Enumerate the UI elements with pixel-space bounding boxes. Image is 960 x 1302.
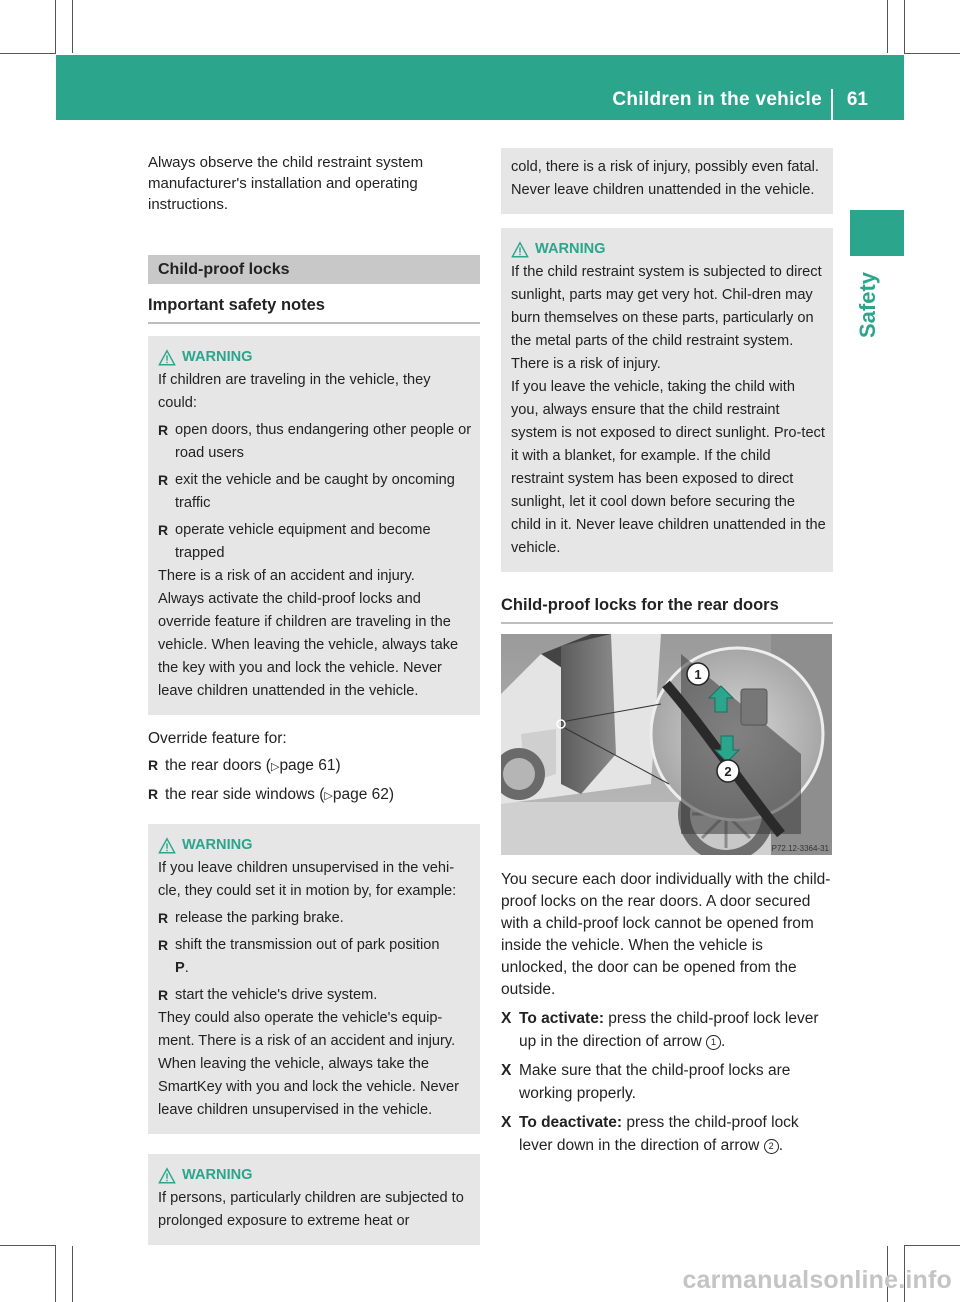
list-item	[158, 907, 473, 930]
door-lock-photo	[501, 634, 832, 855]
left-column	[148, 152, 480, 1245]
warning-text: When leaving the vehicle, always take the SmartKey with you and lock the vehicle. Never leave children unsupervised in the vehicle.	[158, 1056, 459, 1118]
bullet-icon: R	[158, 937, 169, 953]
step-text: Make sure that the child-proof locks are working properly.	[519, 1062, 791, 1102]
bullet-icon: R	[148, 786, 159, 802]
step-text: press the child-proof lock lever down in the direction of arrow	[519, 1114, 799, 1154]
chapter-tab	[850, 210, 904, 348]
warning-text: Always activate the child-proof locks and override feature if children are traveling in the vehicle. When leaving the vehicle, always take the key with you and lock the vehicle. Never leave children unattended in the vehicle.	[158, 591, 459, 699]
step-marker-icon: X	[501, 1114, 512, 1131]
warning-label: WARNING	[182, 1167, 253, 1183]
crop-mark	[72, 1246, 73, 1302]
instruction-step	[501, 1111, 833, 1157]
warning-text: cold, there is a risk of injury, possibly even fatal. Never leave children unattended in the vehicle.	[511, 159, 819, 198]
intro-text: Always observe the child restraint system manufacturer's installation and operating instructions.	[148, 154, 424, 213]
page-number: 61	[846, 89, 868, 110]
bullet-icon: R	[158, 472, 169, 488]
subheading: Child-proof locks for the rear doors	[501, 594, 833, 624]
warning-text: There is a risk of an accident and injury.	[158, 568, 415, 584]
image-code: P72.12-3364-31	[771, 844, 829, 853]
list-item	[158, 519, 473, 565]
crop-mark	[887, 0, 888, 53]
crop-mark	[904, 0, 905, 53]
list-item	[158, 984, 473, 1007]
header-divider	[831, 89, 833, 120]
warning-box	[148, 336, 480, 715]
bullet-icon: R	[158, 987, 169, 1003]
bullet-icon: R	[158, 422, 169, 438]
body-text: You secure each door individually with the child-proof locks on the rear doors. A door secured with a child-proof lock cannot be opened from inside the vehicle. When the vehicle is unlocked, the door can be opened from the outside.	[501, 871, 831, 998]
page-ref-icon: ▷	[324, 790, 333, 802]
list-item-text: the rear side windows (	[165, 786, 325, 803]
crop-mark	[55, 0, 56, 53]
crop-mark	[0, 53, 56, 54]
bullet-icon: R	[158, 522, 169, 538]
warning-triangle-icon	[158, 349, 176, 367]
warning-label: WARNING	[182, 837, 253, 853]
chapter-tab-label: Safety	[855, 271, 880, 338]
list-item	[158, 934, 473, 980]
warning-triangle-icon	[158, 1167, 176, 1185]
warning-text: They could also operate the vehicle's equip-ment. There is a risk of an accident and injury.	[158, 1010, 456, 1049]
warning-text: If you leave children unsupervised in the vehi-cle, they could set it in motion by, for example:	[158, 860, 457, 899]
page-header	[56, 55, 904, 120]
bullet-icon: R	[148, 757, 159, 773]
car-door-illustration	[501, 634, 832, 855]
list-item-text: shift the transmission out of park position	[175, 937, 440, 953]
list-item-text: )	[388, 786, 395, 803]
crop-mark	[55, 1246, 56, 1302]
step-label: To deactivate:	[519, 1114, 623, 1131]
instruction-step	[501, 1007, 833, 1053]
page-reference[interactable]: page 62	[332, 786, 389, 803]
list-item	[158, 419, 473, 465]
chapter-tab-block	[850, 210, 904, 256]
subheading: Important safety notes	[148, 294, 480, 324]
instruction-step	[501, 1059, 833, 1105]
gear-position: P	[175, 960, 185, 976]
warning-title	[158, 1164, 473, 1187]
crop-mark	[904, 53, 960, 54]
step-label: To activate:	[519, 1010, 604, 1027]
callout-2: 2	[724, 764, 732, 779]
list-item-text: .	[184, 960, 189, 976]
warning-box-continued	[501, 148, 833, 214]
warning-title	[511, 238, 826, 261]
warning-text: If persons, particularly children are subjected to prolonged exposure to extreme heat or	[158, 1190, 464, 1229]
override-label: Override feature for:	[148, 730, 287, 747]
warning-text: If children are traveling in the vehicle, they could:	[158, 372, 431, 411]
crop-mark	[904, 1245, 960, 1246]
warning-triangle-icon	[158, 837, 176, 855]
step-marker-icon: X	[501, 1062, 512, 1079]
warning-box	[501, 228, 833, 572]
list-item-text: release the parking brake.	[175, 910, 344, 926]
warning-title	[158, 834, 473, 857]
watermark: carmanualsonline.info	[682, 1266, 952, 1294]
callout-ref: 1	[706, 1035, 721, 1050]
crop-mark	[0, 1245, 56, 1246]
step-text: .	[778, 1137, 783, 1154]
list-item-text: exit the vehicle and be caught by oncoming traffic	[175, 472, 455, 511]
list-item-text: operate vehicle equipment and become trapped	[175, 522, 431, 561]
warning-triangle-icon	[511, 241, 529, 259]
warning-label: WARNING	[182, 349, 253, 365]
right-column	[501, 148, 833, 1157]
list-item-text: )	[335, 757, 341, 774]
page-ref-icon: ▷	[270, 761, 280, 773]
warning-text: If the child restraint system is subjected to direct sunlight, parts may get very hot. Chil-dren may burn themselves on these parts, particularly on the metal parts of the child restraint system. There is a risk of injury.	[511, 264, 822, 372]
list-item-text: start the vehicle's drive system.	[175, 987, 378, 1003]
page-reference[interactable]: page 61	[279, 757, 336, 774]
warning-box	[148, 824, 480, 1134]
bullet-icon: R	[158, 910, 169, 926]
warning-box	[148, 1154, 480, 1245]
warning-label: WARNING	[535, 241, 606, 257]
list-item-text: open doors, thus endangering other people or road users	[175, 422, 472, 461]
list-item	[158, 469, 473, 515]
header-title: Children in the vehicle	[612, 89, 822, 110]
step-text: .	[720, 1033, 726, 1050]
warning-title	[158, 346, 473, 369]
callout-1: 1	[694, 667, 702, 682]
warning-text: If you leave the vehicle, taking the child with you, always ensure that the child restraint system is not exposed to direct sunlight. Pro-tect it with a blanket, for example. If the child restraint system has been exposed to direct sunlight, let it cool down before securing the child in it. Never leave children unattended in the vehicle.	[511, 379, 826, 556]
list-item	[148, 783, 480, 808]
crop-mark	[72, 0, 73, 53]
step-text: press the child-proof lock lever up in the direction of arrow	[519, 1010, 819, 1050]
step-marker-icon: X	[501, 1010, 512, 1027]
list-item-text: the rear doors (	[165, 757, 271, 774]
list-item	[148, 754, 480, 779]
callout-ref: 2	[764, 1139, 779, 1154]
section-title: Child-proof locks	[148, 255, 480, 284]
